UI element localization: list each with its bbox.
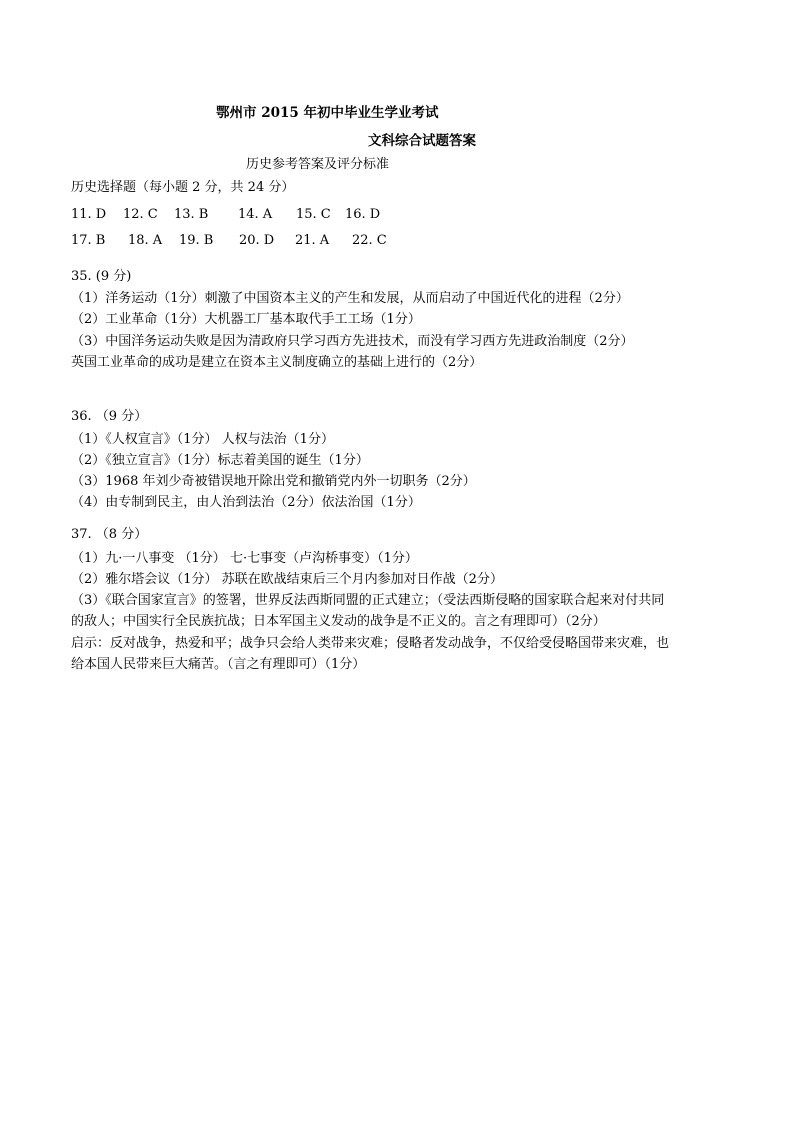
- mc-answer: 22. C: [352, 233, 387, 248]
- mc-heading: 历史选择题（每小题 2 分，共 24 分）: [71, 180, 295, 195]
- q35-answer-line: （2）工业革命（1分）大机器工厂基本取代手工工场（1分）: [71, 312, 421, 327]
- q37-answer-line: （2）雅尔塔会议（1分） 苏联在欧战结束后三个月内参加对日作战（2分）: [71, 572, 503, 587]
- mc-answer-row-1: [71, 206, 380, 223]
- q37-heading: 37. （8 分）: [71, 527, 148, 542]
- mc-answer: 11. D: [71, 207, 107, 222]
- q37-answer-line: 给本国人民带来巨大痛苦。（言之有理即可）（1分）: [71, 657, 366, 672]
- mc-answer: 19. B: [179, 233, 214, 248]
- mc-answer: 12. C: [123, 207, 158, 222]
- q36-answer-line: （3）1968 年刘少奇被错误地开除出党和撤销党内外一切职务（2分）: [71, 474, 476, 489]
- q35-heading: 35. (9 分): [71, 269, 132, 284]
- q36-heading: 36. （9 分）: [71, 409, 148, 424]
- q37-answer-line: 的敌人；中国实行全民族抗战；日本军国主义发动的战争是不正义的。言之有理即可）（2分）: [71, 614, 606, 629]
- section-title: 历史参考答案及评分标准: [246, 157, 390, 172]
- q35-answer-line: （1）洋务运动（1分）刺激了中国资本主义的产生和发展，从而启动了中国近代化的进程（2分）: [71, 291, 629, 306]
- mc-answer: 20. D: [239, 233, 275, 248]
- mc-answer-row-2: [71, 232, 387, 249]
- q36-answer-line: （2）《独立宣言》（1分）标志着美国的诞生（1分）: [71, 453, 369, 468]
- q36-answer-line: （1）《人权宣言》（1分） 人权与法治（1分）: [71, 432, 334, 447]
- exam-subtitle: 文科综合试题答案: [368, 133, 476, 149]
- mc-answer: 17. B: [71, 233, 106, 248]
- mc-answer: 18. A: [128, 233, 163, 248]
- mc-answer: 15. C: [296, 207, 331, 222]
- q37-answer-line: （3）《联合国家宣言》的签署，世界反法西斯同盟的正式建立；（受法西斯侵略的国家联合起来对付共同: [71, 593, 665, 608]
- mc-answer: 16. D: [345, 207, 381, 222]
- q37-answer-line: （1）九·一八事变 （1分） 七·七事变（卢沟桥事变）（1分）: [71, 551, 418, 566]
- mc-answer: 14. A: [238, 207, 273, 222]
- q37-answer-line: 启示：反对战争，热爱和平；战争只会给人类带来灾难；侵略者发动战争，不仅给受侵略国带来灾难，也: [71, 636, 670, 651]
- mc-answer: 21. A: [295, 233, 330, 248]
- q35-answer-line: 英国工业革命的成功是建立在资本主义制度确立的基础上进行的（2分）: [71, 355, 483, 370]
- q35-answer-line: （3）中国洋务运动失败是因为清政府只学习西方先进技术，而没有学习西方先进政治制度（2分）: [71, 334, 634, 349]
- q36-answer-line: （4）由专制到民主，由人治到法治（2分）依法治国（1分）: [71, 495, 421, 510]
- mc-answer: 13. B: [174, 207, 209, 222]
- exam-title: 鄂州市 2015 年初中毕业生学业考试: [216, 105, 439, 121]
